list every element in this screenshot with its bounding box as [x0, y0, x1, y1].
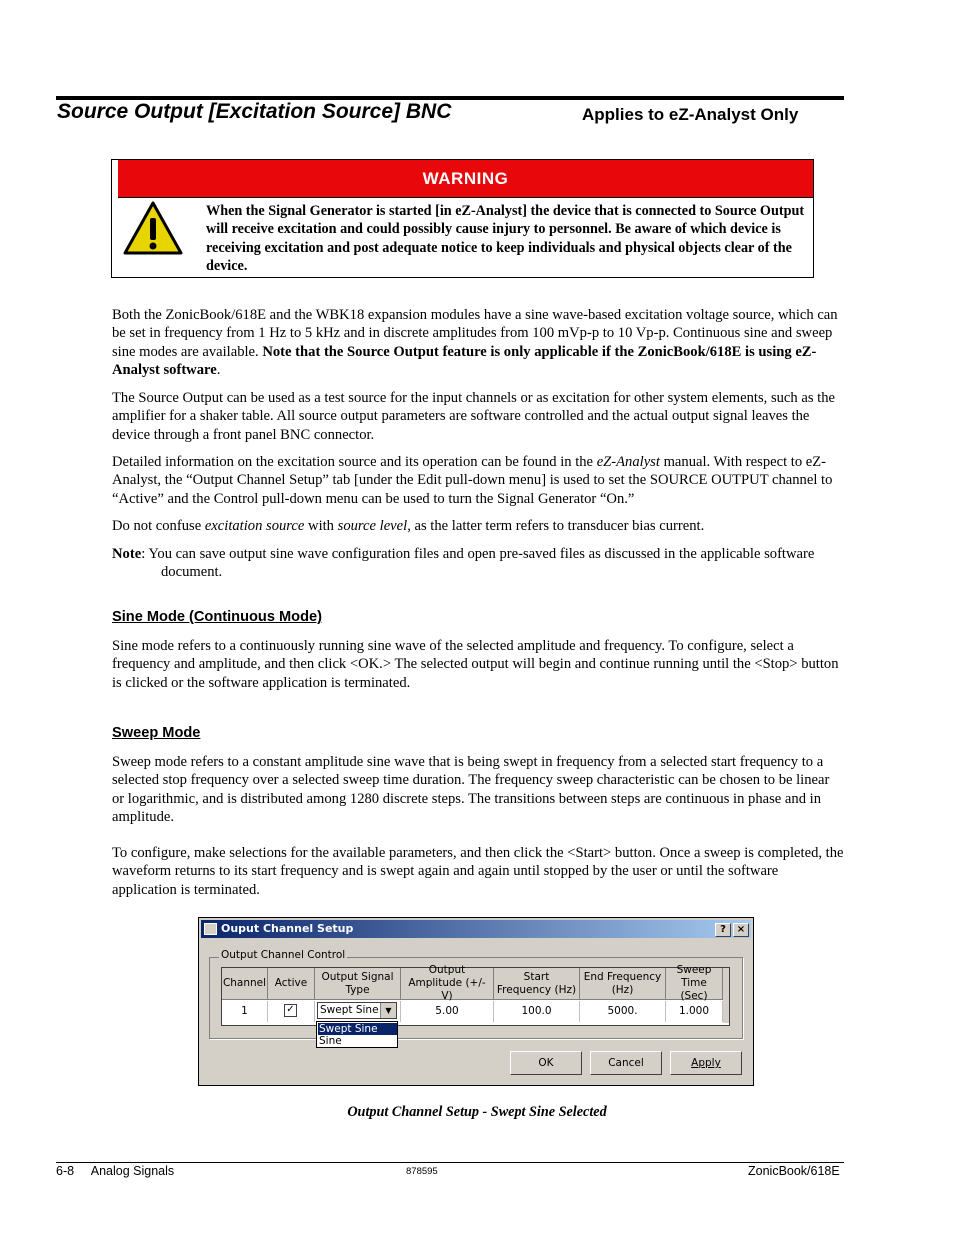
option-sine[interactable]: Sine: [319, 1035, 342, 1047]
heading-sine-mode: Sine Mode (Continuous Mode): [112, 609, 322, 625]
section-title: Source Output [Excitation Source] BNC: [57, 100, 452, 123]
header-channel: Channel: [222, 968, 268, 1000]
output-channel-setup-dialog: [198, 917, 754, 1086]
signal-type-dropdown: [316, 1021, 398, 1048]
cell-end-frequency[interactable]: 5000.: [580, 1001, 666, 1022]
dialog-titlebar: [201, 920, 751, 938]
cell-amplitude[interactable]: 5.00: [401, 1001, 494, 1022]
header-start-frequency: Start Frequency (Hz): [494, 968, 580, 1000]
ok-button[interactable]: OK: [510, 1051, 582, 1075]
option-swept-sine[interactable]: Swept Sine: [318, 1023, 397, 1035]
paragraph-test-source: The Source Output can be used as a test source for the input channels or as excitation for other system elements, such as the amplifier for a shaker table. All source output parameters are software controlled and the actual output signal leaves the device through a front panel BNC connector.: [112, 390, 835, 443]
footer-right: ZonicBook/618E: [748, 1164, 840, 1178]
cell-channel: 1: [222, 1001, 268, 1022]
footer-rule: [56, 1162, 844, 1163]
grid-scrollbar[interactable]: [723, 968, 729, 1023]
header-output-amplitude: Output Amplitude (+/- V): [401, 968, 494, 1000]
figure-caption: Output Channel Setup - Swept Sine Selected: [347, 1104, 607, 1120]
help-button[interactable]: ?: [715, 923, 731, 937]
cell-active[interactable]: [268, 1001, 315, 1022]
header-sweep-time: Sweep Time (Sec): [666, 968, 723, 1000]
paragraph-intro: Both the ZonicBook/618E and the WBK18 expansion modules have a sine wave-based excitation voltage source, which can be set in frequency from 1 Hz to 5 kHz and in discrete amplitudes from 100 mVp-p to 10 Vp-p. Continuous sine and sweep sine modes are available. Note that the Source Output feature is only applicable if the ZonicBook/618E is using eZ-Analyst software.: [112, 307, 838, 378]
chevron-down-icon[interactable]: ▼: [380, 1003, 396, 1018]
cell-signal-type[interactable]: [315, 1001, 401, 1022]
dialog-title: Ouput Channel Setup: [221, 922, 354, 935]
note-paragraph: Note: You can save output sine wave configuration files and open pre-saved files as discussed in the applicable software document.: [112, 546, 815, 581]
paragraph-sweep-mode: Sweep mode refers to a constant amplitude sine wave that is being swept in frequency from a selected start frequency to a selected stop frequency over a selected sweep time duration. The frequency sweep characteristic can be chosen to be linear or logarithmic, and is distributed among 1280 discrete steps. The transitions between steps are continuous in phase and in amplitude.: [112, 754, 830, 825]
header-end-frequency: End Frequency (Hz): [580, 968, 666, 1000]
header-active: Active: [268, 968, 315, 1000]
warning-header: WARNING: [118, 160, 813, 198]
warning-box: [111, 159, 814, 278]
heading-sweep-mode: Sweep Mode: [112, 725, 201, 741]
cell-sweep-time[interactable]: 1.000: [666, 1001, 723, 1022]
signal-type-select[interactable]: [317, 1002, 397, 1019]
warning-text: When the Signal Generator is started [in eZ-Analyst] the device that is connected to Source Output will receive excitation and could possibly cause injury to personnel. Be aware of which device is receiving excitation and post adequate notice to keep individuals and physical objects clear of the device.: [206, 203, 805, 274]
paragraph-sine-mode: Sine mode refers to a continuously running sine wave of the selected amplitude and frequency. To configure, select a frequency and amplitude, and then click <OK.> The selected output will begin and continue running until the <Stop> button is clicked or the software application is terminated.: [112, 638, 839, 691]
footer-left: 6-8 Analog Signals: [56, 1164, 175, 1178]
signal-type-value: Swept Sine: [320, 1004, 379, 1016]
paragraph-confuse: Do not confuse excitation source with source level, as the latter term refers to transducer bias current.: [112, 518, 705, 534]
cancel-button[interactable]: Cancel: [590, 1051, 662, 1075]
active-checkbox[interactable]: ✓: [284, 1004, 297, 1017]
apply-button[interactable]: Apply: [670, 1051, 742, 1075]
paragraph-sweep-configure: To configure, make selections for the available parameters, and then click the <Start> button. Once a sweep is completed, the waveform returns to its start frequency and is swept again and again until stopped by the user or until the software application is terminated.: [112, 845, 844, 898]
paragraph-detailed-info: Detailed information on the excitation source and its operation can be found in the eZ-Analyst manual. With respect to eZ-Analyst, the “Output Channel Setup” tab [under the Edit pull-down menu] is used to set the SOURCE OUTPUT channel to “Active” and the Control pull-down menu can be used to turn the Signal Generator “On.”: [112, 454, 833, 507]
header-output-signal-type: Output Signal Type: [315, 968, 401, 1000]
close-button[interactable]: ×: [733, 923, 749, 937]
channel-grid: [221, 964, 730, 1026]
cell-start-frequency[interactable]: 100.0: [494, 1001, 580, 1022]
applies-note: Applies to eZ-Analyst Only: [582, 105, 799, 124]
warning-triangle-icon: [122, 200, 184, 256]
footer-center: 878595: [406, 1166, 438, 1177]
group-label: Output Channel Control: [221, 949, 346, 961]
app-icon: [204, 923, 217, 935]
